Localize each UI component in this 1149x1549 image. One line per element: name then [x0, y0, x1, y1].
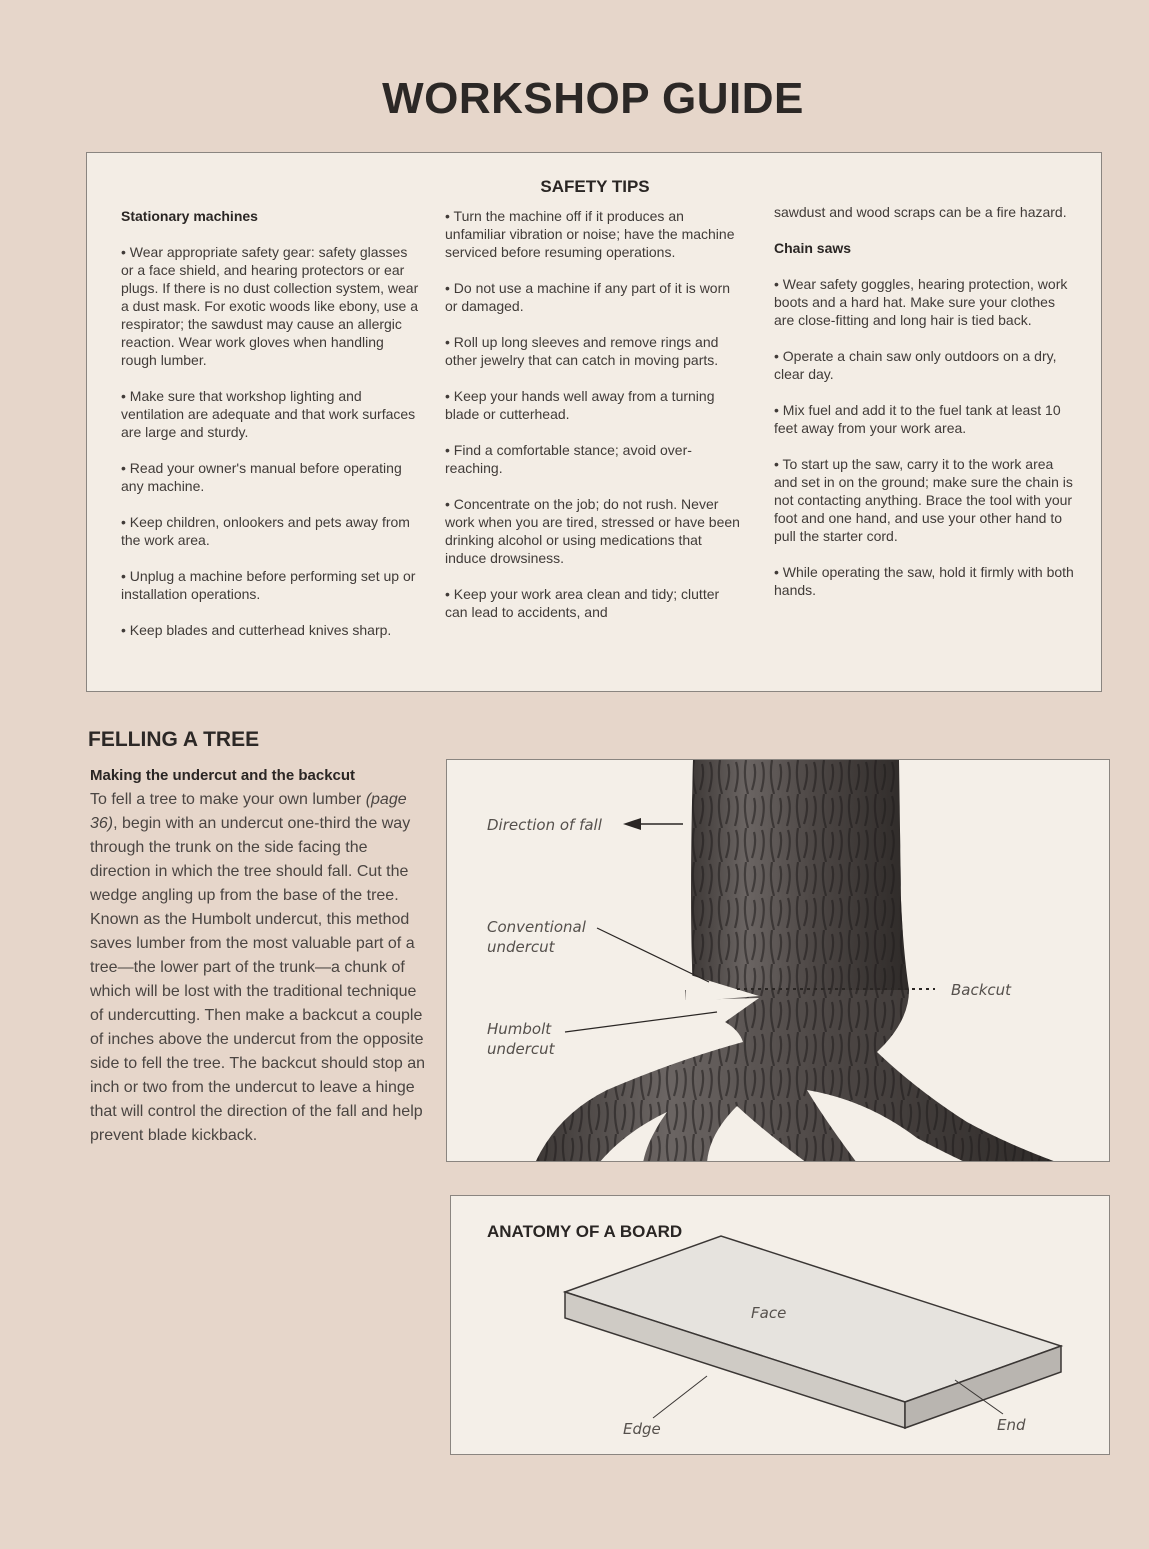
- safety-column-stationary: [121, 207, 421, 657]
- safety-tip: • Make sure that workshop lighting and ventilation are adequate and that work surfaces are large and sturdy.: [121, 388, 416, 440]
- section-title: FELLING A TREE: [88, 728, 260, 751]
- conventional-label-line1: Conventional: [487, 918, 586, 936]
- felling-body: [90, 764, 430, 1148]
- felling-text-start: To fell a tree to make your own lumber: [90, 791, 366, 808]
- column-heading: Stationary machines: [121, 208, 258, 224]
- safety-tip: • Keep blades and cutterhead knives sharp.: [121, 622, 392, 638]
- conventional-label-line2: undercut: [487, 938, 555, 956]
- humbolt-label-line1: Humbolt: [487, 1020, 552, 1038]
- tree-illustration: [446, 759, 1110, 1162]
- direction-of-fall-label: Direction of fall: [487, 816, 602, 834]
- safety-tip: • Operate a chain saw only outdoors on a dry, clear day.: [774, 348, 1057, 382]
- safety-column-chainsaws: [774, 204, 1074, 617]
- page-reference: (page 36): [90, 791, 407, 832]
- safety-tip: • Keep your hands well away from a turning blade or cutterhead.: [445, 388, 715, 422]
- safety-tip: • Keep children, onlookers and pets away from the work area.: [121, 514, 410, 548]
- safety-tip: • Concentrate on the job; do not rush. Never work when you are tired, stressed or have been drinking alcohol or using medications that induce drowsiness.: [445, 496, 740, 566]
- face-label: Face: [751, 1304, 787, 1322]
- backcut-label: Backcut: [951, 981, 1012, 999]
- edge-label: Edge: [623, 1420, 661, 1438]
- felling-subtitle: Making the undercut and the backcut: [90, 767, 356, 784]
- felling-text-rest: , begin with an undercut one-third the way through the trunk on the side facing the direction in which the tree should fall. Cut the wedge angling up from the base of the tree. Known as the Humbolt undercut, this method saves lumber from the most valuable part of a tree—the lower part of the trunk—a chunk of which will be lost with the traditional technique of undercutting. Then make a backcut a couple of inches above the undercut from the opposite side to fell the tree. The backcut should stop an inch or two from the undercut to leave a hinge that will control the direction of the fall and help prevent blade kickback.: [90, 815, 426, 1144]
- safety-tips-title: SAFETY TIPS: [540, 177, 650, 196]
- safety-tip: • Turn the machine off if it produces an unfamiliar vibration or noise; have the machine serviced before resuming operations.: [445, 208, 735, 260]
- safety-tip: • Wear appropriate safety gear: safety glasses or a face shield, and hearing protectors or ear plugs. If there is no dust collection system, wear a dust mask. For exotic woods like ebony, use a respirator; the sawdust may cause an allergic reaction. Wear work gloves when handling rough lumber.: [121, 244, 419, 368]
- safety-tip: • Read your owner's manual before operating any machine.: [121, 460, 402, 494]
- safety-tip: • To start up the saw, carry it to the work area and set in on the ground; make sure the chain is not contacting anything. Brace the tool with your foot and one hand, and use your other hand to pull the starter cord.: [774, 456, 1073, 544]
- board-figure-title: ANATOMY OF A BOARD: [487, 1222, 683, 1241]
- board-illustration: [450, 1195, 1110, 1455]
- end-label: End: [997, 1416, 1026, 1434]
- safety-tip: • Roll up long sleeves and remove rings and other jewelry that can catch in moving parts.: [445, 334, 719, 368]
- safety-tip: • Mix fuel and add it to the fuel tank at least 10 feet away from your work area.: [774, 402, 1061, 436]
- safety-column-general: [445, 207, 745, 639]
- safety-tip: • While operating the saw, hold it firmly with both hands.: [774, 564, 1074, 598]
- column-heading: Chain saws: [774, 240, 852, 256]
- arrow-left-icon: [623, 818, 641, 830]
- safety-tips-box: [86, 152, 1102, 692]
- safety-tip: • Do not use a machine if any part of it is worn or damaged.: [445, 280, 731, 314]
- safety-tip-continuation: sawdust and wood scraps can be a fire hazard.: [774, 204, 1067, 220]
- page-title: WORKSHOP GUIDE: [382, 74, 804, 123]
- safety-tip: • Find a comfortable stance; avoid over-reaching.: [445, 442, 692, 476]
- safety-tip: • Unplug a machine before performing set up or installation operations.: [121, 568, 416, 602]
- humbolt-label-line2: undercut: [487, 1040, 555, 1058]
- safety-tip: • Keep your work area clean and tidy; clutter can lead to accidents, and: [445, 586, 720, 620]
- tree-drawing: [447, 760, 1110, 1162]
- safety-tip: • Wear safety goggles, hearing protection, work boots and a hard hat. Make sure your clothes are close-fitting and long hair is tied back.: [774, 276, 1068, 328]
